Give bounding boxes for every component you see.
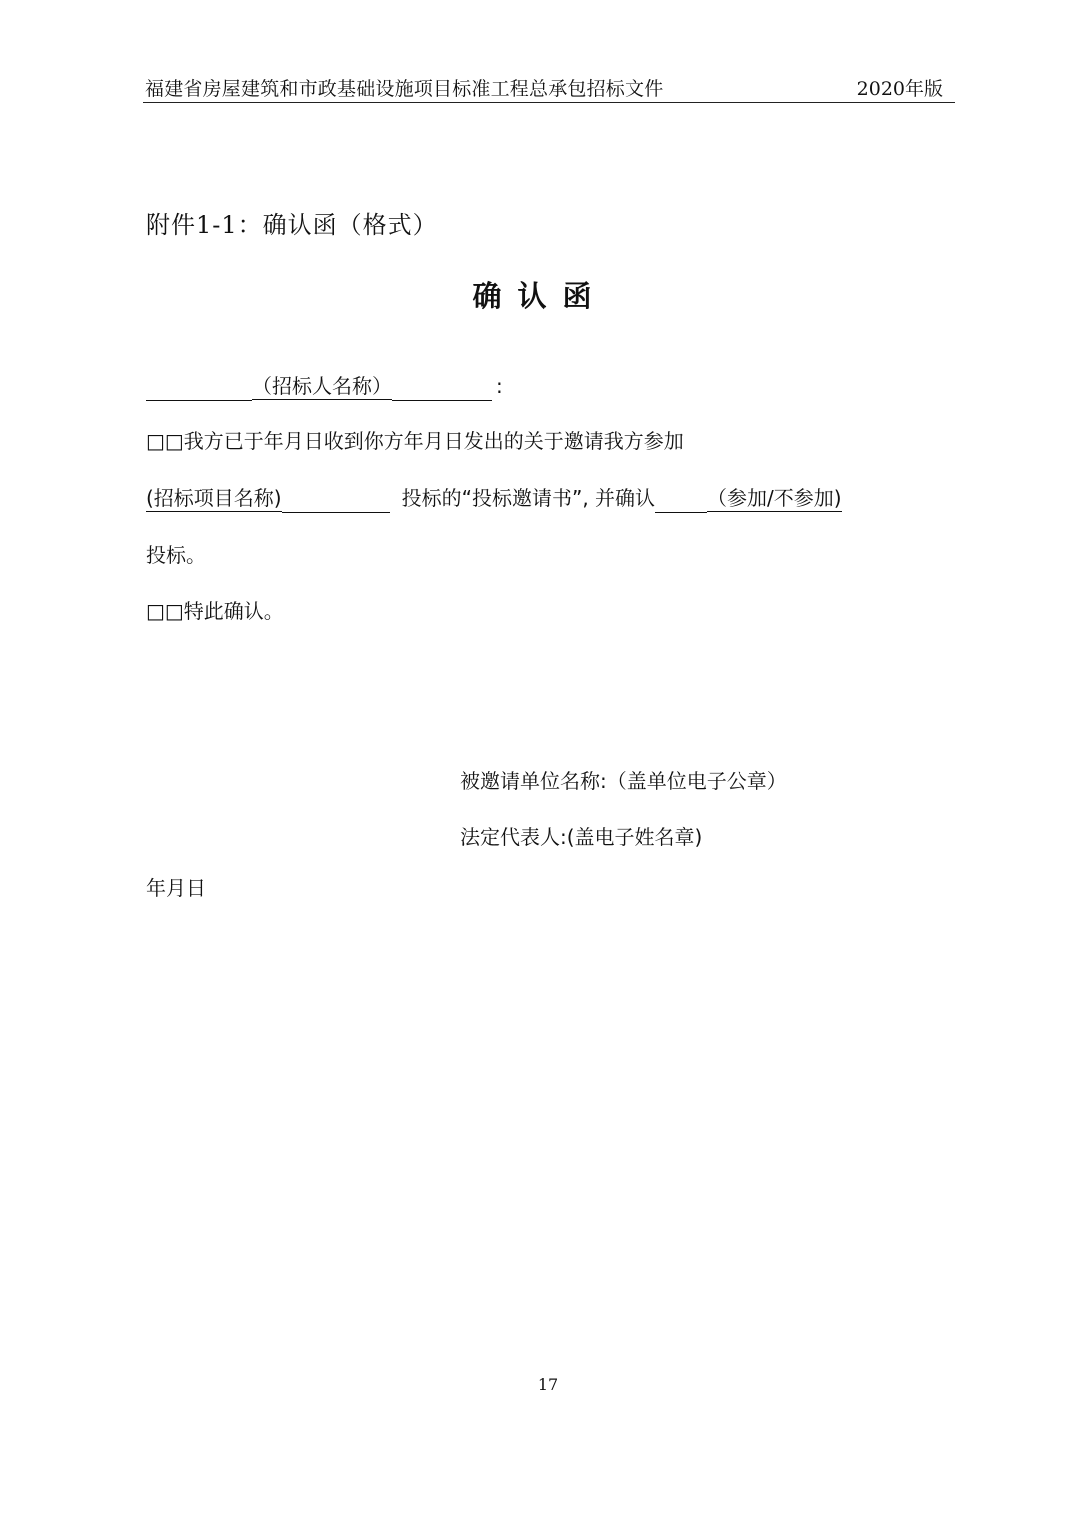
header-divider xyxy=(143,102,955,103)
body-paragraph-3: 投标。 xyxy=(146,543,206,567)
addressee-label: （招标人名称） xyxy=(252,374,392,398)
body-paragraph-4: □□特此确认。 xyxy=(146,599,284,623)
addressee-blank-left xyxy=(146,376,252,401)
addressee-line xyxy=(146,372,503,401)
document-title: 确认函 xyxy=(472,279,608,313)
page-number: 17 xyxy=(537,1375,559,1394)
header-edition: 2020年版 xyxy=(856,78,943,100)
invited-unit-signature: 被邀请单位名称:（盖单位电子公章） xyxy=(460,769,787,793)
project-name-blank xyxy=(282,488,390,513)
legal-representative-signature: 法定代表人:(盖电子姓名章) xyxy=(460,825,703,849)
attachment-label: 附件1-1：确认函（格式） xyxy=(146,211,438,239)
date-line: 年月日 xyxy=(146,876,206,900)
addressee-blank-right xyxy=(392,376,492,401)
body-paragraph-1: □□我方已于年月日收到你方年月日发出的关于邀请我方参加 xyxy=(146,429,684,453)
participation-choice: （参加/不参加) xyxy=(707,486,842,510)
addressee-colon: : xyxy=(496,374,503,398)
header-title: 福建省房屋建筑和市政基础设施项目标准工程总承包招标文件 xyxy=(145,78,664,100)
project-name-label: (招标项目名称) xyxy=(146,486,282,510)
body-paragraph-2 xyxy=(146,484,842,513)
invitation-confirm-text: 投标的“投标邀请书”, 并确认 xyxy=(401,486,656,510)
choice-blank xyxy=(655,488,707,513)
